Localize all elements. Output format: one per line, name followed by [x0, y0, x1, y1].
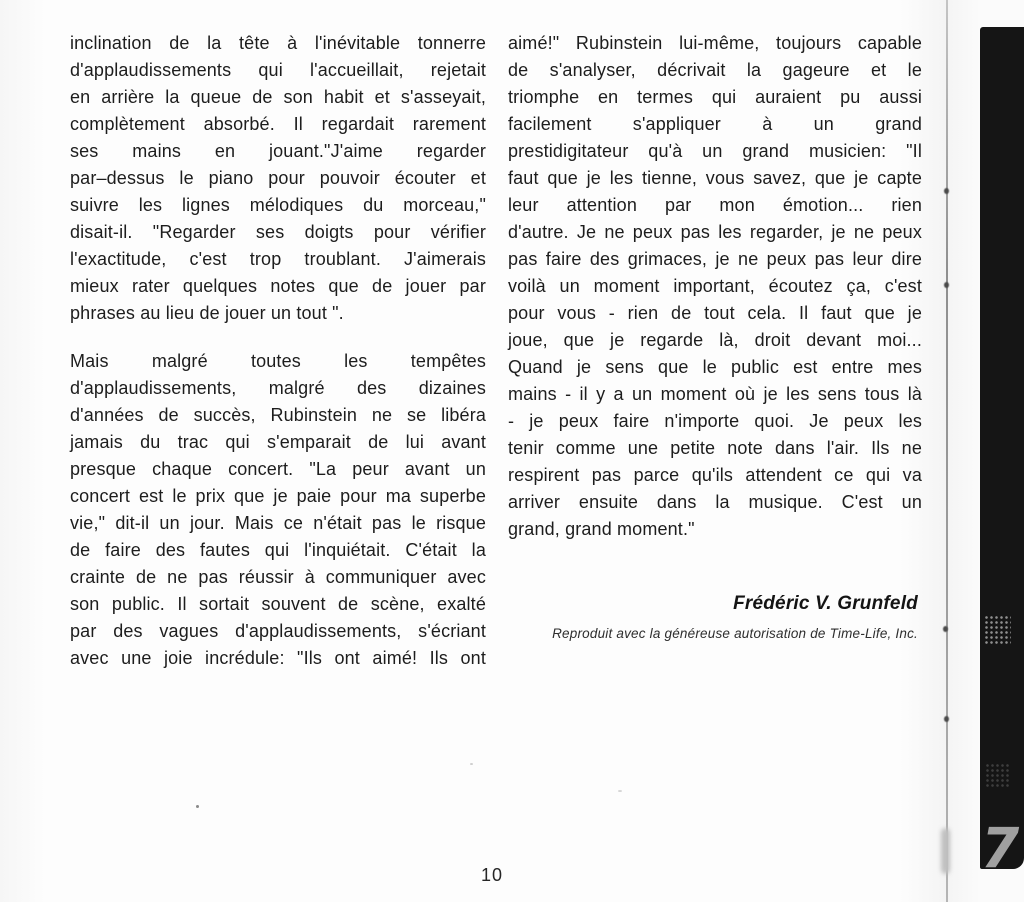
text-line: concert est le prix que je paie pour ma superbe — [70, 486, 486, 506]
text-line: triomphe en termes qui auraient pu aussi — [508, 87, 922, 107]
text-line: ses mains en jouant."J'aime regarder — [70, 141, 486, 161]
text-line: tenir comme une petite note dans l'air. Ils ne — [508, 438, 922, 458]
scan-speck — [196, 805, 199, 808]
book-edge-strip — [980, 27, 1024, 869]
text-line: pas faire des grimaces, je ne peux pas leur dire — [508, 249, 922, 269]
text-line: faut que je les tienne, vous savez, que je capte — [508, 168, 922, 188]
text-line: vie," dit-il un jour. Mais ce n'était pas le risque — [70, 513, 486, 533]
text-line: d'autre. Je ne peux pas les regarder, je ne peux — [508, 222, 922, 242]
paragraph — [508, 30, 922, 543]
text-line: aimé!" Rubinstein lui-même, toujours capable — [508, 33, 922, 53]
text-line: en arrière la queue de son habit et s'asseyait, — [70, 87, 486, 107]
text-line: pour vous - rien de tout cela. Il faut que je — [508, 303, 922, 323]
cropped-numeral-graphic: 7 — [981, 816, 1020, 869]
attribution-credit-line: Reproduit avec la généreuse autorisation de Time-Life, Inc. — [552, 626, 918, 641]
text-line: prestidigitateur qu'à un grand musicien: "Il — [508, 141, 922, 161]
text-line: leur attention par mon émotion... rien — [508, 195, 922, 215]
text-line: - je peux faire n'importe quoi. Je peux les — [508, 411, 922, 431]
text-line: Quand je sens que le public est entre mes — [508, 357, 922, 377]
text-line: par des vagues d'applaudissements, s'écriant — [70, 621, 486, 641]
scan-artifact — [944, 188, 949, 194]
text-line: disait-il. "Regarder ses doigts pour vérifier — [70, 222, 486, 242]
text-line: joue, que je regarde là, droit devant moi... — [508, 330, 922, 350]
text-line: jamais du trac qui s'emparait de lui avant — [70, 432, 486, 452]
text-line: inclination de la tête à l'inévitable tonnerre — [70, 33, 486, 53]
scan-speck — [470, 763, 473, 765]
text-line: complètement absorbé. Il regardait rarement — [70, 114, 486, 134]
text-line: l'exactitude, c'est trop troublant. J'aimerais — [70, 249, 486, 269]
halftone-texture-faint — [985, 763, 1009, 789]
text-line: phrases au lieu de jouer un tout ". — [70, 303, 344, 323]
scan-speck — [618, 790, 622, 792]
author-signature: Frédéric V. Grunfeld — [733, 593, 918, 614]
text-line: presque chaque concert. "La peur avant un — [70, 459, 486, 479]
paragraph — [70, 348, 486, 672]
halftone-texture — [984, 615, 1011, 646]
scan-smudge — [941, 828, 950, 874]
text-column-right — [508, 30, 922, 543]
page-number: 10 — [480, 865, 504, 885]
scan-artifact — [943, 626, 948, 632]
text-line: arriver ensuite dans la musique. C'est un — [508, 492, 922, 512]
scan-artifact — [944, 716, 949, 722]
scan-artifact — [944, 282, 949, 288]
text-line: facilement s'appliquer à un grand — [508, 114, 922, 134]
text-line: voilà un moment important, écoutez ça, c'est — [508, 276, 922, 296]
text-line: de s'analyser, décrivait la gageure et le — [508, 60, 922, 80]
text-line: son public. Il sortait souvent de scène, exalté — [70, 594, 486, 614]
text-line: d'années de succès, Rubinstein ne se libéra — [70, 405, 486, 425]
text-line: crainte de ne pas réussir à communiquer avec — [70, 567, 486, 587]
text-line: mieux rater quelques notes que de jouer par — [70, 276, 486, 296]
text-line: mains - il y a un moment où je les sens tous là — [508, 384, 922, 404]
text-line: avec une joie incrédule: "Ils ont aimé! Ils ont — [70, 648, 486, 668]
text-line: par–dessus le piano pour pouvoir écouter et — [70, 168, 486, 188]
text-line: de faire des fautes qui l'inquiétait. C'était la — [70, 540, 486, 560]
text-line: respirent pas parce qu'ils attendent ce qui va — [508, 465, 922, 485]
text-line: d'applaudissements qui l'accueillait, rejetait — [70, 60, 486, 80]
paragraph — [70, 30, 486, 327]
text-column-left — [70, 30, 486, 672]
text-line: suivre les lignes mélodiques du morceau," — [70, 195, 486, 215]
text-line: grand, grand moment." — [508, 519, 695, 539]
text-line: d'applaudissements, malgré des dizaines — [70, 378, 486, 398]
page-crease-line — [946, 0, 948, 902]
text-line: Mais malgré toutes les tempêtes — [70, 351, 486, 371]
